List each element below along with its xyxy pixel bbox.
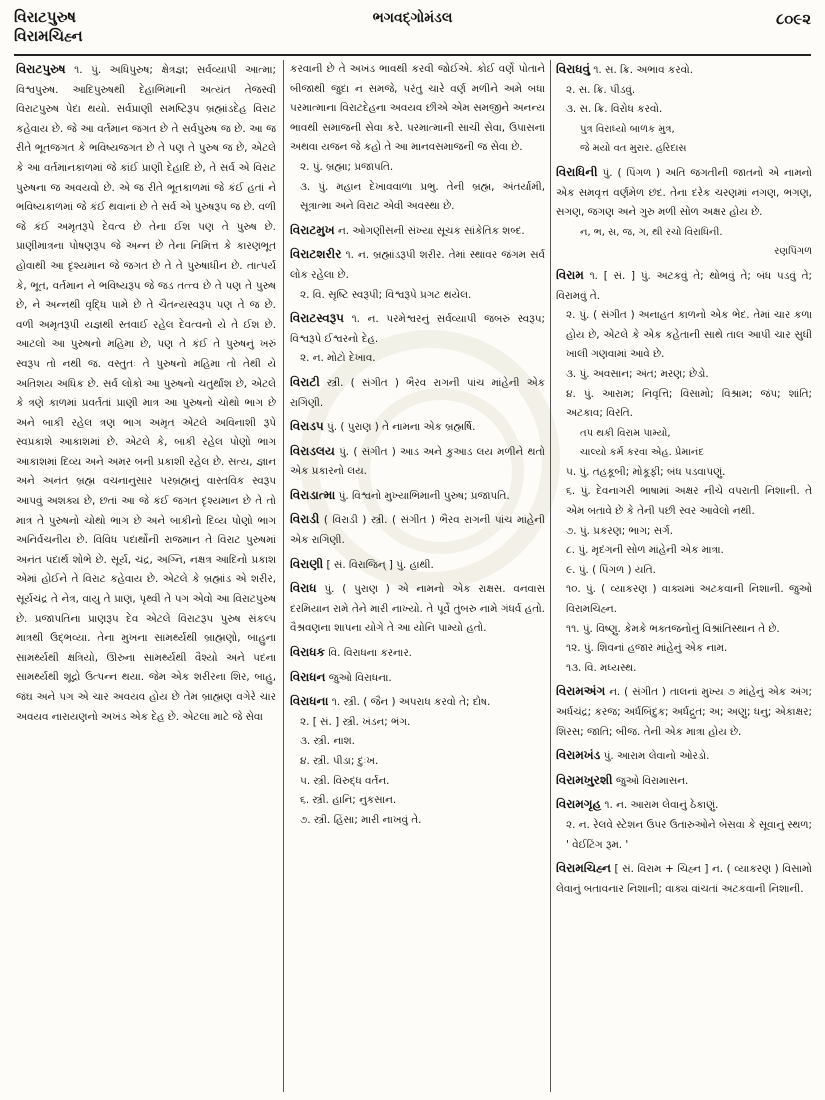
headword: વિરાડલય bbox=[290, 443, 335, 458]
dictionary-entry bbox=[290, 692, 545, 830]
column-divider bbox=[283, 60, 284, 1092]
headword: વિરાડપ bbox=[290, 419, 324, 434]
sense: ૨. ન. મોટો દેખાવ. bbox=[300, 352, 376, 365]
definition: ૧. સ્ત્રી. ( જૈન ) અપરાધ કરવો તે; દોષ. bbox=[331, 696, 491, 709]
sense: ૨. ન. રેલવે સ્ટેશન ઉપર ઉતારુઓને બેસવા કે સૂવાનું સ્થળ; ' વેઈટિંગ રૂમ. ' bbox=[566, 818, 812, 851]
definition: ન. ( સંગીત ) તાલનાં મુખ્ય ૭ માંહેનું એક અંગ; અર્ધચંદ્ર; કરજ; અર્ધબિંદુક; અર્ધદ્રુત; અ; અણુ; ધનુ; એકાક્ષર; શિરસ; જાતિ; બીજ. તેની એક માત્રા હોય છે. bbox=[556, 686, 812, 738]
guide-word-last: વિરામચિહ્ન bbox=[14, 27, 83, 45]
quotation: તપ થકી વિરામ પામ્યો, bbox=[580, 427, 671, 439]
sense: ૯. પું. ( પિંગળ ) યતિ. bbox=[566, 563, 656, 576]
dictionary-entry bbox=[556, 771, 812, 792]
definition: જુઓ વિરાધના. bbox=[328, 671, 392, 684]
definition: કરવાની છે તે અખંડ ભાવથી કરવી જોઈએ. કોઈ વર્ણે પોતાને બીજાથી જુદા ન સમજે, પરંતુ ચારે વર્ણ મળીને અમે બધા પરમાત્માના વિરાટદેહના અવયવ છીએ એમ સમજીને અનન્ય ભાવથી સમાજની સેવા કરે. પરમાત્માની સાચી સેવા, ઉપાસના અથવા યજન જે કહો તે આ માનવસમાજની જ સેવા છે. bbox=[290, 63, 545, 154]
sense: ૩. સ. ક્રિ. વિરોધ કરવો. bbox=[566, 103, 663, 116]
sense: ૩. પું. મહાન દેખાવવાળા પ્રભુ. તેની બ્રહ્મ, અંતર્યામી, સૂત્રાત્મા અને વિરાટ એવી અવસ્થા છે. bbox=[300, 180, 545, 213]
definition: ( વિરાડી ) સ્ત્રી. ( સંગીત ) ભૈરવ રાગની પાંચ માંહેની એક રાગિણી. bbox=[290, 514, 545, 547]
dictionary-entry bbox=[290, 373, 545, 413]
sense: ૭. પું. પ્રકરણ; ભાગ; સર્ગ. bbox=[566, 524, 674, 537]
dictionary-entry bbox=[290, 442, 545, 482]
dictionary-entry bbox=[290, 510, 545, 550]
dictionary-entry bbox=[290, 309, 545, 369]
sense: ૨. પું. બ્રહ્મા; પ્રજાપતિ. bbox=[300, 160, 394, 173]
definition: [ સં. વિરાજિન્ ] પું. હાથી. bbox=[326, 558, 434, 571]
headword: વિરામખુરશી bbox=[556, 772, 613, 787]
sense: ૧૧. પું. વિષ્ણુ. કેમકે ભક્તજનોનું વિશ્રાંતિસ્થાન તે છે. bbox=[566, 622, 780, 635]
headword: વિરાટમુખ bbox=[290, 222, 335, 237]
headword: વિરાડાત્મા bbox=[290, 487, 336, 502]
sense: ૧૩. વિ. મધ્યસ્થ. bbox=[566, 661, 637, 674]
dictionary-entry bbox=[290, 643, 545, 664]
sense: ૫. પું. તહકૂબી; મોકૂફી; બંધ પડવાપણું. bbox=[566, 465, 726, 478]
definition: પું. ( પુરાણ ) તે નામના એક બ્રહ્મર્ષિ. bbox=[327, 421, 476, 434]
dictionary-entry bbox=[290, 60, 545, 217]
column-2 bbox=[290, 60, 545, 1092]
headword: વિરાટશરીર bbox=[290, 247, 342, 262]
headword: વિરાટી bbox=[290, 374, 320, 389]
dictionary-entry bbox=[556, 682, 812, 742]
quotation-source: રણપિંગળ bbox=[774, 246, 812, 258]
page-number: ૮૦૯૨ bbox=[776, 10, 811, 28]
definition: પું. ( પિંગળ ) અતિ જગતીની જાતનો એ નામનો એક સમવૃત્ત વર્ણમેળ છંદ. તેના દરેક ચરણમાં નગણ, ભગણ, સગણ, જગણ અને ગુરુ મળી સોળ અક્ષર હોય છે. bbox=[556, 166, 812, 219]
headword: વિરાધિની bbox=[556, 164, 598, 179]
headword: વિરાડી bbox=[290, 512, 320, 527]
definition: વિ. વિરાધના કરનાર. bbox=[328, 647, 412, 660]
headword: વિરાધવું bbox=[556, 62, 591, 76]
dictionary-entry bbox=[290, 579, 545, 639]
definition: ૧. ન. પરમેશ્વરનું સર્વવ્યાપી જબરું સ્વરૂપ; વિશ્વરૂપે ઈશ્વરનો દેહ. bbox=[290, 313, 545, 345]
headword: વિરાધક bbox=[290, 645, 326, 660]
dictionary-entry bbox=[556, 859, 812, 899]
sense: ૩. સ્ત્રી. નાશ. bbox=[300, 735, 355, 748]
definition: પું. આરામ લેવાનો ઓરડો. bbox=[603, 750, 710, 763]
page-header bbox=[14, 8, 811, 52]
sense: ૨. [ સં. ] સ્ત્રી. ખંડન; ભંગ. bbox=[300, 715, 411, 728]
headword: વિરાધન bbox=[290, 669, 326, 684]
dictionary-entry bbox=[556, 266, 812, 678]
definition: સ્ત્રી. ( સંગીત ) ભૈરવ રાગની પાંચ માંહેની એક રાગિણી. bbox=[290, 376, 545, 409]
dictionary-entry bbox=[290, 555, 545, 576]
sense: ૨. સ. ક્રિ. પીડવું. bbox=[566, 83, 636, 96]
book-title: ભગવદ્ગોમંડલ bbox=[372, 10, 453, 26]
header-rule bbox=[14, 54, 811, 56]
column-1 bbox=[16, 60, 276, 1092]
headword: વિરામઅંગ bbox=[556, 684, 606, 699]
column-divider bbox=[550, 60, 551, 1092]
quotation: જે મયો વત મુરાર. હરિદાસ bbox=[580, 143, 687, 155]
dictionary-entry bbox=[290, 245, 545, 305]
definition: ૧. સ. ક્રિ. અભાવ કરવો. bbox=[593, 64, 694, 76]
dictionary-entry bbox=[556, 746, 812, 767]
sense: ૪. પું. આરામ; નિવૃત્તિ; વિસામો; વિશ્રામ; જંપ; શાંતિ; અટકાવ; વિરતિ. bbox=[566, 387, 812, 420]
definition: ૧. ન. બ્રહ્માંડરૂપી શરીર. તેમાં સ્થાવર જંગમ સર્વ લોક રહેલા છે. bbox=[290, 249, 545, 281]
headword: વિરાણી bbox=[290, 556, 324, 571]
sense: ૨. પું. ( સંગીત ) અનાહત કાળનો એક ભેદ. તેમાં ચાર કળા હોય છે, એટલે કે એક કહેતાની સાથે તાલ આપી ચાર સુધી ખાલી ગણવામાં આવે છે. bbox=[566, 309, 812, 361]
column-3 bbox=[556, 60, 812, 1092]
definition: ૧. [ સં. ] પું. અટકવું તે; થોભવું તે; બંધ પડવું તે; વિરામવું તે. bbox=[556, 269, 812, 302]
sense: ૧૦. પું. ( વ્યાકરણ ) વાક્યમાં અટકવાની નિશાની. જુઓ વિરામચિહ્ન. bbox=[566, 583, 812, 616]
definition: ૧. ન. આરામ લેવાનું ઠેકાણું. bbox=[604, 799, 719, 812]
dictionary-entry bbox=[290, 417, 545, 438]
definition: પું. ( સંગીત ) આડ અને કુઆડ લય મળીને થતો એક પ્રકારનો લય. bbox=[290, 445, 545, 478]
dictionary-entry bbox=[556, 60, 812, 159]
quotation: ન, ભ, સ, જ, ગ, થી રચો વિરાધિની. bbox=[580, 226, 723, 238]
headword: વિરામગૃહ bbox=[556, 797, 602, 812]
dictionary-entry bbox=[16, 60, 276, 727]
dictionary-entry bbox=[290, 668, 545, 689]
headword: વિરાટસ્વરૂપ bbox=[290, 311, 344, 326]
definition: પું. વિશ્વનો મુખ્યાભિમાની પુરુષ; પ્રજાપતિ. bbox=[338, 489, 510, 502]
dictionary-entry bbox=[556, 163, 812, 262]
definition: ૧. પું. અધિપુરુષ; ક્ષેત્રજ્ઞ; સર્વવ્યાપી આત્મા; વિશ્વપુરુષ. આદિપુરુષથી દેહાભિમાની અત્યંત તેજસ્વી વિરાટપુરુષ પેદા થયો. સર્વપ્રાણી સમષ્ટિરૂપ બ્રહ્માંડદેહ વિરાટ કહેવાય છે. જે આ વર્તમાન જગત છે તે સર્વપુરુષ જ છે. આ જ રીતે ભૂતજગત કે ભવિષ્યજગત છે તે પણ તે પુરુષ જ છે, એટલે કે આ વર્તમાનકાળમાં જે કાંઈ પ્રાણી દેહાદિ છે, તે સર્વ એ વિરાટ પુરુષના જ અવયવો છે. એ જ રીતે ભૂતકાળમાં જે કંઈ હતાં ને ભવિષ્યકાળમાં જે કંઈ થવાનાં છે તે સર્વ એ પુરુષરૂપ જ છે. વળી જે કંઈ અમૃતરૂપે દેવત્વ છે તેના ઈશ પણ તે પુરુષ છે. પ્રાણીમાત્રના પોષણરૂપ જે અન્ન છે તેના નિમિત્ત કે કારણભૂત હોવાથી આ દૃશ્યમાન જે જગત છે તે તે પુરુષાધીન છે. તાત્પર્ય કે, ભૂત, વર્તમાન ને ભવિષ્યરૂપ જે જડ તત્ત્વ છે તે પણ તે પુરુષ છે, ને અન્નથી વૃદ્ધિ પામે છે તે ચૈતન્યસ્વરૂપ પણ તે જ છે. વળી અમૃતરૂપી યજ્ઞથી સ્તવાઈ રહેલ દેવત્વનો યે તે ઈશ છે. આટલો આ પુરુષનો મહિમા છે, પણ તે કંઈ તે પુરુષનું ખરું સ્વરૂપ તો નથી જ. વસ્તુતઃ તે પુરુષનો મહિમા તો તેથી યે અતિશય અધિક છે. સર્વ લોકો આ પુરુષનો ચતુર્થાંશ છે, એટલે કે ત્રણે કાળમાં પ્રવર્તતાં પ્રાણી માત્ર આ પુરુષનો ચોથો ભાગ છે અને બાકી રહેલ ત્રણ ભાગ અમૃત એટલે અવિનાશી રૂપે સ્વપ્રકાશે આકાશમાં છે. એટલે કે, બાકી રહેલ પોણો ભાગ આકાશમાં દિવ્ય અને અમર બની પ્રકાશી રહેલ છે. સત્ય, જ્ઞાન અને અનંત બ્રહ્મ વચનાનુસાર પરબ્રહ્મનું વાસ્તવિક સ્વરૂપ આપવું અશક્ય છે, છતાં આ જે કંઈ જગત દૃશ્યમાન છે તે તો માત્ર તે પુરુષનો ચોથો ભાગ છે અને બાકીનો દિવ્ય પોણો ભાગ અનિર્વચનીય છે. વિવિધ પદાર્થોની રાજમાન તે વિરાટ પુરુષમાં અનંત પદાર્થ શોભે છે. સૂર્ય, ચંદ્ર, અગ્નિ, નક્ષત્ર આદિનો પ્રકાશ એમાં હોઈને તે વિરાટ કહેવાય છે. એટલે કે બ્રહ્માંડ એ શરીર, સૂર્યચંદ્ર તે નેત્ર, વાયુ તે પ્રાણ, પૃથ્વી તે પગ એવો આ વિરાટપુરુષ છે. પ્રજાપતિના પ્રાણરૂપ દેવ એટલે વિરાટરૂપ પુરુષ સંકલ્પ માત્રથી ઉદ્ભવ્યા. તેના મુખના સામર્થ્યથી બ્રાહ્મણો, બાહુના સામર્થ્યથી ક્ષત્રિયો, ઊરુના સામર્થ્યથી વૈશ્યો અને પદના સામર્થ્યથી શૂદ્રો ઉત્પન્ન થયા. જેમ એક શરીરના શિર, બાહુ, જંઘ અને પગ એ ચાર અવયવ હોય છે તેમ બ્રાહ્મણ વગેરે ચાર અવયવ નારાયણનો અખંડ એક દેહ છે. એટલા માટે જે સેવા bbox=[16, 64, 276, 723]
sense: ૪. સ્ત્રી. પીડા; દુઃખ. bbox=[300, 755, 379, 767]
sense: ૮. પું. મૃદંગની સોળ માંહેની એક માત્રા. bbox=[566, 544, 724, 557]
dictionary-entry bbox=[290, 221, 545, 242]
headword: વિરાટપુરુષ bbox=[16, 62, 66, 76]
headword: વિરાધ bbox=[290, 581, 317, 596]
headword: વિરાધના bbox=[290, 694, 329, 709]
definition: જુઓ વિરામાસન. bbox=[615, 774, 689, 787]
quotation: ચાલ્યો કર્મ કરવા એહ. પ્રેમાનંદ bbox=[580, 447, 704, 459]
headword: વિરામખંડ bbox=[556, 748, 601, 763]
dictionary-entry bbox=[290, 486, 545, 507]
headword: વિરામ bbox=[556, 267, 584, 282]
sense: ૩. પું. અવસાન; અંત; મરણ; છેડો. bbox=[566, 367, 709, 380]
definition: પું. ( પુરાણ ) એ નામનો એક રાક્ષસ. વનવાસ દરમિયાન રામે તેને મારી નાખ્યો. તે પૂર્વે તુંબરુ નામે ગંધર્વ હતો. વૈશ્રવણના શાપના યોગે તે આ યોનિ પામ્યો હતો. bbox=[290, 583, 545, 635]
sense: ૫. સ્ત્રી. વિરુદ્ધ વર્તન. bbox=[300, 774, 390, 787]
sense: ૬. પું. દેવનાગરી ભાષામાં અક્ષર નીચે વપરાતી નિશાની. તે એમ બતાવે છે કે તેની પછી સ્વર આવેલો નથી. bbox=[566, 485, 812, 518]
sense: ૬. સ્ત્રી. હાનિ; નુકસાન. bbox=[300, 794, 397, 807]
sense: ૧૨. પું. શિવનાં હજાર માંહેનું એક નામ. bbox=[566, 642, 728, 655]
headword: વિરામચિહ્ન bbox=[556, 861, 611, 876]
sense: ૭. સ્ત્રી. હિંસા; મારી નાખવું તે. bbox=[300, 813, 422, 826]
guide-word-first: વિરાટપુરુષ bbox=[14, 8, 77, 26]
dictionary-entry bbox=[556, 795, 812, 855]
quotation: પુત્ર વિરાધ્યો બાળક મુત્ર, bbox=[580, 123, 675, 135]
definition: ન. ઓગણીસની સંખ્યા સૂચક સાંકેતિક શબ્દ. bbox=[337, 224, 525, 237]
sense: ૨. વિ. સૃષ્ટિ સ્વરૂપી; વિશ્વરૂપે પ્રગટ થયેલ. bbox=[300, 288, 472, 301]
definition: [ સં. વિરામ + ચિહ્ન ] ન. ( વ્યાકરણ ) વિસામો લેવાનું બતાવનાર નિશાની; વાક્ય વાંચતાં અટકવાની નિશાની. bbox=[556, 863, 812, 895]
